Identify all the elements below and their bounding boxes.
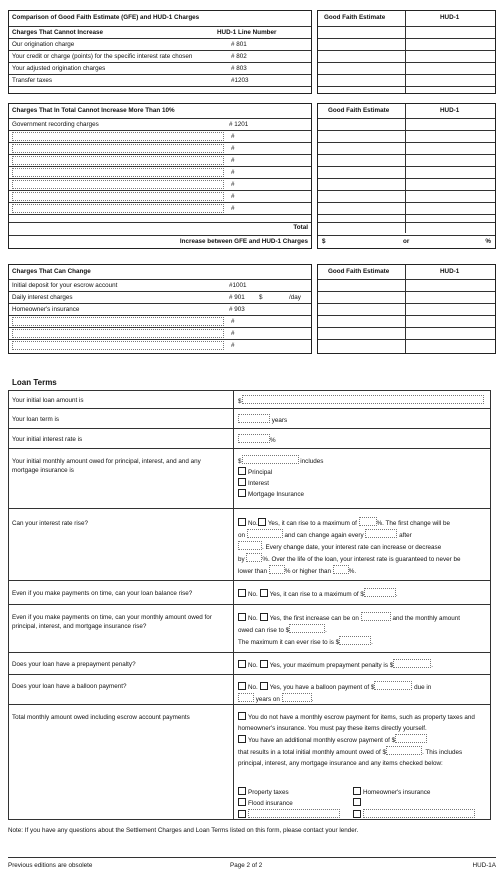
row-label: Your adjusted origination charges	[12, 65, 106, 72]
after-input[interactable]	[238, 541, 262, 550]
q-balance-rise: Even if you make payments on time, can your loan balance rise?	[12, 590, 193, 597]
flood-insurance-label: Flood insurance	[248, 800, 293, 807]
charge-input[interactable]	[12, 329, 224, 338]
monthly-amount-input[interactable]	[242, 455, 299, 464]
balance-yes-label: Yes, it can rise to a maximum of $	[269, 591, 364, 598]
rate-no-checkbox[interactable]	[238, 518, 246, 526]
q-balloon: Does your loan have a balloon payment?	[12, 683, 127, 690]
charge-input[interactable]	[12, 192, 224, 201]
section-title: Charges That Can Change	[12, 268, 91, 275]
other-item-input[interactable]	[248, 809, 340, 818]
row-label: Transfer taxes	[12, 77, 53, 84]
row-line: #	[231, 205, 235, 212]
col-gfe-header: Good Faith Estimate	[328, 268, 390, 275]
form-id: HUD-1A	[472, 862, 496, 869]
q-total-monthly: Total monthly amount owed including escrow account payments	[12, 714, 190, 721]
row-line: #	[231, 133, 235, 140]
section-cannot-increase	[8, 10, 312, 94]
principal-label: Principal	[248, 469, 273, 476]
other-item-input[interactable]	[363, 809, 475, 818]
col-hud-header: HUD-1	[440, 107, 460, 114]
first-change-label: %. The first change will be	[376, 520, 450, 527]
balloon-date-input[interactable]	[282, 693, 312, 702]
flood-insurance-checkbox[interactable]	[238, 798, 246, 806]
balloon-yes-checkbox[interactable]	[260, 682, 268, 690]
on-label: on	[238, 532, 246, 539]
monthly-amount-label: and the monthly amount	[392, 615, 461, 622]
balloon-amount-input[interactable]	[374, 681, 412, 690]
row-line: #	[231, 169, 235, 176]
interest-rate-input[interactable]	[238, 434, 270, 443]
other-item-checkbox[interactable]	[353, 798, 361, 806]
row-line: #	[231, 330, 235, 337]
loan-amount-input[interactable]	[242, 395, 484, 404]
rate-yes-label: Yes, it can rise to a maximum of	[267, 520, 357, 527]
percent-label: %	[270, 437, 276, 444]
no-label: No.	[248, 662, 258, 669]
increase-label: Increase between GFE and HUD-1 Charges	[179, 238, 308, 245]
section-title: Comparison of Good Faith Estimate (GFE) and HUD-1 Charges	[12, 14, 200, 21]
homeowners-insurance-checkbox[interactable]	[353, 787, 361, 795]
section-ten-percent	[8, 103, 312, 249]
charge-input[interactable]	[12, 341, 224, 350]
section-title: Charges That In Total Cannot Increase More Than 10%	[12, 107, 175, 114]
row-line: # 903	[229, 306, 245, 313]
includes-label: includes	[300, 458, 324, 465]
higher-than-label: % or higher than	[284, 568, 332, 575]
row-line: # 901	[229, 294, 245, 301]
charge-input[interactable]	[12, 144, 224, 153]
increase-percent: %	[485, 238, 491, 245]
first-change-date-input[interactable]	[247, 529, 283, 538]
includes-items-label: . This includes principal, interest, any mortgage insurance and any items checked below:	[238, 749, 463, 767]
other-item-checkbox[interactable]	[353, 810, 361, 818]
charge-input[interactable]	[12, 156, 224, 165]
lower-than-input[interactable]	[269, 565, 285, 574]
section-cannot-increase-amounts	[317, 10, 496, 94]
no-label: No.	[248, 591, 258, 598]
max-rise-input[interactable]	[339, 636, 371, 645]
owed-rise-input[interactable]	[289, 624, 325, 633]
section-can-change-amounts	[317, 264, 496, 354]
rate-yes-checkbox[interactable]	[258, 518, 266, 526]
loan-terms-title: Loan Terms	[12, 378, 57, 387]
balance-yes-checkbox[interactable]	[260, 589, 268, 597]
section-can-change	[8, 264, 312, 354]
prepay-input[interactable]	[393, 659, 431, 668]
property-taxes-label: Property taxes	[248, 789, 289, 796]
mortgage-insurance-label: Mortgage Insurance	[248, 491, 305, 498]
change-every-input[interactable]	[365, 529, 397, 538]
loan-term-input[interactable]	[238, 414, 270, 423]
change-every-label: and can change again every	[284, 532, 364, 539]
max-rate-input[interactable]	[359, 517, 377, 526]
monthly-yes-checkbox[interactable]	[260, 613, 268, 621]
prepay-yes-checkbox[interactable]	[260, 660, 268, 668]
balloon-yes-label: Yes, you have a balloon payment of $	[269, 684, 375, 691]
col-hud-header: HUD-1	[440, 14, 460, 21]
balloon-years-input[interactable]	[238, 693, 254, 702]
owed-rise-label: owed can rise to $	[238, 627, 290, 634]
page-number: Page 2 of 2	[230, 862, 263, 869]
first-increase-date-input[interactable]	[361, 612, 391, 621]
balance-max-input[interactable]	[364, 588, 396, 597]
change-date-label: . Every change date, your interest rate can increase or decrease	[262, 544, 442, 551]
interest-checkbox[interactable]	[238, 478, 246, 486]
q-rate-rise: Can your interest rate rise?	[12, 520, 88, 527]
row-label: Government recording charges	[12, 121, 99, 128]
prepay-yes-label: Yes, your maximum prepayment penalty is $	[269, 662, 394, 669]
row-line: #	[231, 318, 235, 325]
footer-note: Note: If you have any questions about the Settlement Charges and Loan Terms listed on this form, please contact your lender.	[8, 827, 359, 834]
no-label: No.	[248, 684, 258, 691]
row-line: #1203	[231, 77, 249, 84]
row-label: Our origination charge	[12, 41, 75, 48]
q-loan-amount: Your initial loan amount is	[12, 397, 84, 404]
row-line: #	[231, 342, 235, 349]
years-label: years	[271, 417, 288, 424]
row-line: # 802	[231, 53, 247, 60]
interest-label: Interest	[248, 480, 269, 487]
q-prepayment: Does your loan have a prepayment penalty?	[12, 661, 136, 668]
row-line: #	[231, 145, 235, 152]
other-item-checkbox[interactable]	[238, 810, 246, 818]
no-label: No.	[248, 615, 258, 622]
lower-than-label: lower than	[238, 568, 268, 575]
no-label: No.	[248, 520, 258, 527]
escrow-amount-input[interactable]	[395, 734, 427, 743]
due-in-label: due in	[414, 684, 432, 691]
col-gfe-header: Good Faith Estimate	[328, 107, 390, 114]
row-label: Daily interest charges	[12, 294, 73, 301]
q-loan-term: Your loan term is	[12, 416, 60, 423]
row-label: Initial deposit for your escrow account	[12, 282, 118, 289]
escrow-label: You have an additional monthly escrow payment of $	[248, 737, 396, 744]
max-rise-label: The maximum it can ever rise to is $	[238, 639, 340, 646]
row-line: # 803	[231, 65, 247, 72]
property-taxes-checkbox[interactable]	[238, 787, 246, 795]
col-hud-header: HUD-1	[440, 268, 460, 275]
years-on-label: years on	[255, 696, 280, 703]
row-line: #	[231, 193, 235, 200]
q-interest-rate: Your initial interest rate is	[12, 436, 83, 443]
charge-input[interactable]	[12, 317, 224, 326]
mortgage-insurance-checkbox[interactable]	[238, 489, 246, 497]
daily-dollar: $	[259, 294, 263, 301]
row-label: Your credit or charge (points) for the specific interest rate chosen	[12, 53, 193, 60]
escrow-checkbox[interactable]	[238, 735, 246, 743]
charge-input[interactable]	[12, 180, 224, 189]
no-escrow-checkbox[interactable]	[238, 712, 246, 720]
prepay-no-checkbox[interactable]	[238, 660, 246, 668]
line-number-header: HUD-1 Line Number	[217, 29, 277, 36]
total-label: Total	[293, 224, 308, 231]
balance-no-checkbox[interactable]	[238, 589, 246, 597]
row-label: Homeowner's insurance	[12, 306, 80, 313]
balloon-no-checkbox[interactable]	[238, 682, 246, 690]
by-label: by	[238, 556, 245, 563]
row-line: # 801	[231, 41, 247, 48]
increase-or: or	[403, 238, 410, 245]
charge-input[interactable]	[12, 168, 224, 177]
charge-input[interactable]	[12, 204, 224, 213]
q-monthly-rise: Even if you make payments on time, can your monthly amount owed for principal, interest, and mortgage insurance rise?	[12, 614, 212, 630]
no-escrow-label: You do not have a monthly escrow payment for items, such as property taxes and homeowner's insurance. You must pay these items directly yourself.	[238, 714, 475, 732]
after-label: after	[399, 532, 412, 539]
total-owed-input[interactable]	[386, 746, 422, 755]
daily-per-day: /day	[289, 294, 301, 301]
row-line: #1001	[229, 282, 247, 289]
total-owed-label: that results in a total initial monthly amount owed of $	[238, 749, 387, 756]
charge-input[interactable]	[12, 132, 224, 141]
col-gfe-header: Good Faith Estimate	[324, 14, 386, 21]
footer-obsolete: Previous editions are obsolete	[8, 862, 93, 869]
section-subtitle: Charges That Cannot Increase	[12, 29, 103, 36]
monthly-no-checkbox[interactable]	[238, 613, 246, 621]
increase-dollar: $	[322, 238, 326, 245]
row-line: #	[231, 157, 235, 164]
principal-checkbox[interactable]	[238, 467, 246, 475]
homeowners-insurance-label: Homeowner's insurance	[363, 789, 431, 796]
row-line: #	[231, 181, 235, 188]
guarantee-label: %. Over the life of the loan, your interest rate is guaranteed to never be	[262, 556, 461, 563]
section-ten-percent-amounts	[317, 103, 496, 249]
monthly-yes-label: Yes, the first increase can be on	[269, 615, 359, 622]
q-monthly-amount: Your initial monthly amount owed for principal, interest, and and any mortgage insurance is	[12, 458, 201, 474]
percent-end-label: %.	[348, 568, 357, 575]
row-line: # 1201	[229, 121, 249, 128]
higher-than-input[interactable]	[333, 565, 349, 574]
by-input[interactable]	[246, 553, 262, 562]
